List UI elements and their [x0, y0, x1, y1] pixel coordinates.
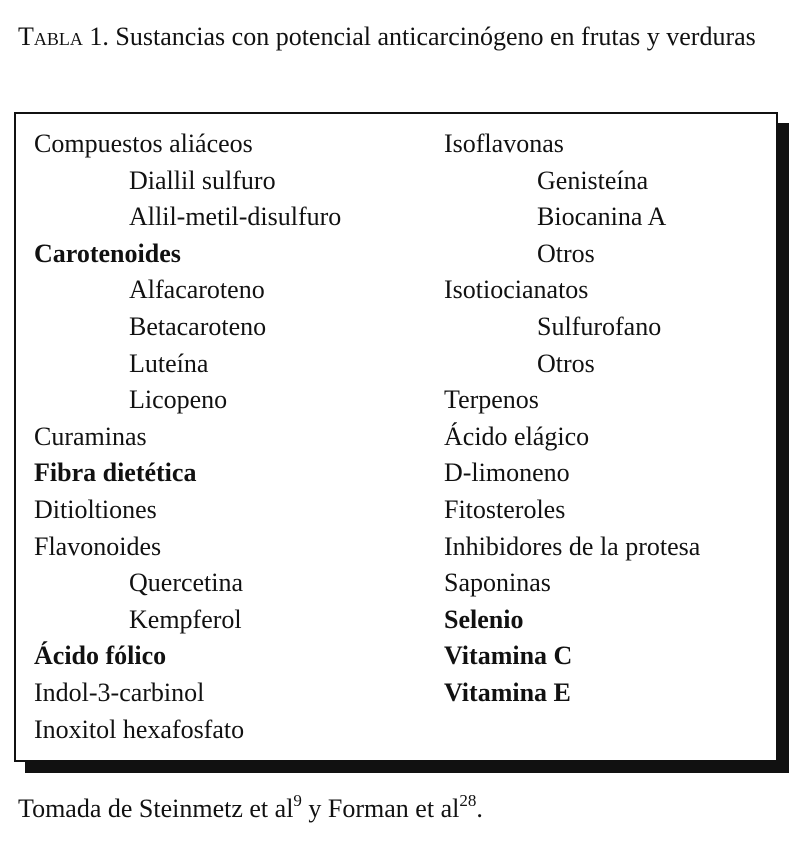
list-item: Saponinas	[444, 568, 551, 598]
list-item: Isotiocianatos	[444, 275, 589, 305]
list-item: Betacaroteno	[129, 311, 267, 341]
source-text-a: Tomada de Steinmetz et al	[18, 794, 294, 823]
list-item: Diallil sulfuro	[129, 165, 276, 195]
list-item: Compuestos aliáceos	[34, 129, 253, 158]
list-item: Otros	[537, 348, 595, 378]
substances-table	[14, 112, 778, 762]
list-item: Flavonoides	[34, 531, 162, 561]
reference-9: 9	[293, 791, 302, 810]
list-item: Fitosteroles	[444, 494, 566, 524]
list-item: D-limoneno	[444, 458, 570, 488]
caption-label: Tabla 1.	[18, 22, 109, 51]
list-item: Isoflavonas	[444, 129, 564, 158]
right-column	[444, 126, 700, 712]
list-item: Carotenoides	[34, 238, 181, 268]
list-item: Inoxitol hexafosfato	[34, 714, 245, 744]
source-text-c: .	[476, 794, 483, 823]
reference-28: 28	[459, 791, 477, 810]
list-item: Indol-3-carbinol	[34, 677, 205, 707]
list-item: Sulfurofano	[537, 311, 662, 341]
list-item: Genisteína	[537, 165, 649, 195]
table-caption	[18, 18, 778, 55]
list-item: Licopeno	[129, 385, 228, 415]
list-item: Vitamina C	[444, 641, 573, 671]
left-column	[34, 126, 341, 748]
list-item: Ácido fólico	[34, 641, 167, 671]
list-item: Luteína	[129, 348, 209, 378]
list-item: Inhibidores de la protesa	[444, 531, 701, 561]
list-item: Fibra dietética	[34, 458, 197, 488]
list-item: Quercetina	[129, 568, 244, 598]
list-item: Terpenos	[444, 385, 539, 415]
list-item: Ácido elágico	[444, 421, 590, 451]
list-item: Ditioltiones	[34, 494, 157, 524]
list-item: Kempferol	[129, 604, 242, 634]
source-note	[18, 790, 483, 827]
list-item: Biocanina A	[537, 202, 667, 232]
list-item: Allil-metil-disulfuro	[129, 202, 342, 232]
caption-text: Sustancias con potencial anticarcinógeno en frutas y verduras	[115, 22, 756, 51]
source-text-b: y Forman et al	[301, 794, 460, 823]
list-item: Curaminas	[34, 421, 147, 451]
list-item: Alfacaroteno	[129, 275, 265, 305]
list-item: Vitamina E	[444, 677, 571, 707]
list-item: Otros	[537, 238, 595, 268]
list-item: Selenio	[444, 604, 524, 634]
